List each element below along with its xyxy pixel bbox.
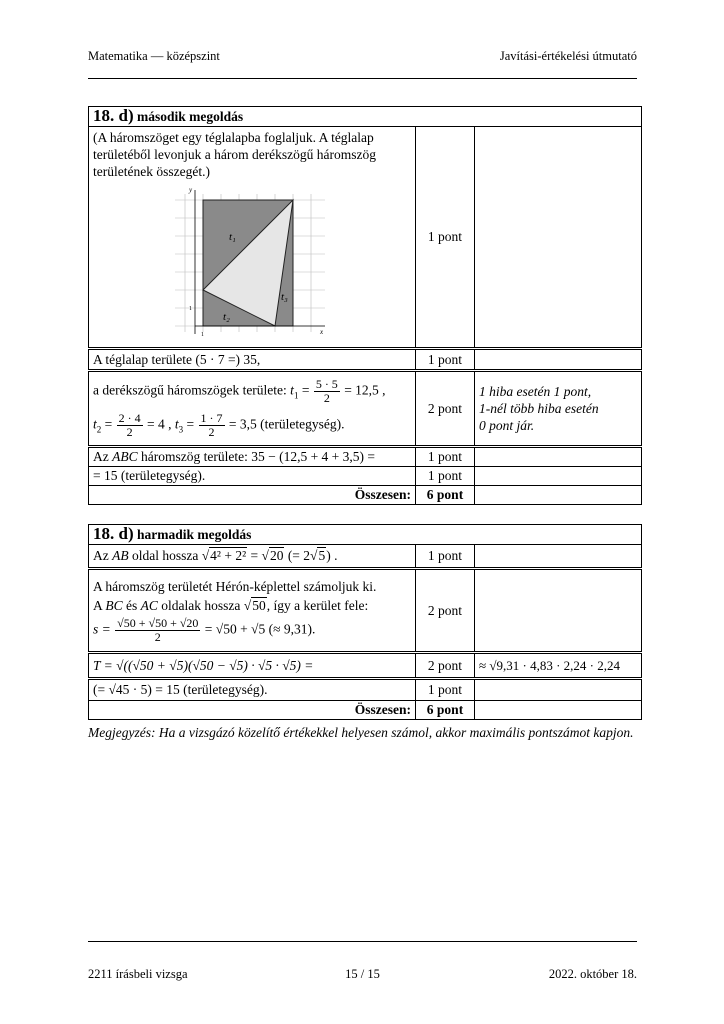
points-cell: 1 pont xyxy=(416,447,475,467)
axis-y-label: y xyxy=(189,186,193,194)
points-cell: 2 pont xyxy=(416,371,475,447)
tick-x-one: 1 xyxy=(201,332,204,338)
solution-table-second xyxy=(88,106,642,505)
section-title: 18. d) harmadik megoldás xyxy=(89,525,642,545)
points-cell: 2 pont xyxy=(416,653,475,679)
final-result-row: (= √45 · 5) = 15 (területegység). xyxy=(89,679,416,701)
page-footer xyxy=(88,941,637,991)
total-points: 6 pont xyxy=(416,701,475,720)
approx-note: ≈ √9,31 · 4,83 · 2,24 · 2,24 xyxy=(475,653,642,679)
footer-left: 2211 írásbeli vizsga xyxy=(88,967,188,981)
points-cell: 1 pont xyxy=(416,545,475,569)
label-t2: t₂ xyxy=(223,311,230,323)
total-label: Összesen: xyxy=(89,486,416,505)
page-header xyxy=(88,49,637,79)
axis-x-label: x xyxy=(320,328,324,336)
result-row: = 15 (területegység). xyxy=(89,467,416,486)
intro-cell xyxy=(89,127,416,349)
page-number: 15 / 15 xyxy=(345,967,380,981)
ab-length-row: Az AB oldal hossza √4² + 2² = √20 (= 2√5) . xyxy=(89,545,416,569)
right-triangles-row: a derékszögű háromszögek területe: $t_1$ = $\frac{5 \cdot 5}{2}$ = 12,5 , $t_2$ = $\frac{2 \cdot 4}{2}$ = 4 , $t_3$ = $\frac{1 \cdot 7}{2}$ = 3,5 (területegység). xyxy=(89,371,416,447)
solution-table-third xyxy=(88,524,642,720)
scoring-note: 1 hiba esetén 1 pont, 1-nél több hiba esetén 0 pont jár. xyxy=(475,371,642,447)
remark-note: Megjegyzés: Ha a vizsgázó közelítő értékekkel helyesen számol, akkor maximális pontszámot kapjon. xyxy=(88,725,634,740)
points-cell: 1 pont xyxy=(416,679,475,701)
points-cell: 2 pont xyxy=(416,569,475,653)
points-cell: 1 pont xyxy=(416,127,475,349)
footer-right: 2022. október 18. xyxy=(548,967,637,981)
area-formula-row: T = √((√50 + √5)(√50 − √5) · √5 · √5) = xyxy=(89,653,416,679)
abc-area-row: Az ABC háromszög területe: 35 − (12,5 + 4 + 3,5) = xyxy=(89,447,416,467)
total-label: Összesen: xyxy=(89,701,416,720)
intro-text: (A háromszöget egy téglalapba foglaljuk. A téglalap területéből levonjuk a három derékszögű háromszög területének összegét.) xyxy=(93,130,377,179)
label-t1: t₁ xyxy=(229,231,236,243)
section-title: 18. d) második megoldás xyxy=(89,107,642,127)
header-right: Javítási-értékelési útmutató xyxy=(499,49,637,63)
rect-area-row: A téglalap területe (5 · 7 =) 35, xyxy=(89,349,416,371)
total-points: 6 pont xyxy=(416,486,475,505)
label-t3: t₃ xyxy=(281,291,288,303)
points-cell: 1 pont xyxy=(416,467,475,486)
heron-row: A háromszög területét Hérón-képlettel számoljuk ki. A BC és AC oldalak hossza √50, így a kerület fele: s = $\frac{√50 + √50 + √20}{2}$ = √50 + √5 (≈ 9,31). xyxy=(89,569,416,653)
points-cell: 1 pont xyxy=(416,349,475,371)
coordinate-figure xyxy=(175,182,335,342)
header-left: Matematika — középszint xyxy=(88,49,220,63)
tick-y-one: 1 xyxy=(189,306,192,312)
